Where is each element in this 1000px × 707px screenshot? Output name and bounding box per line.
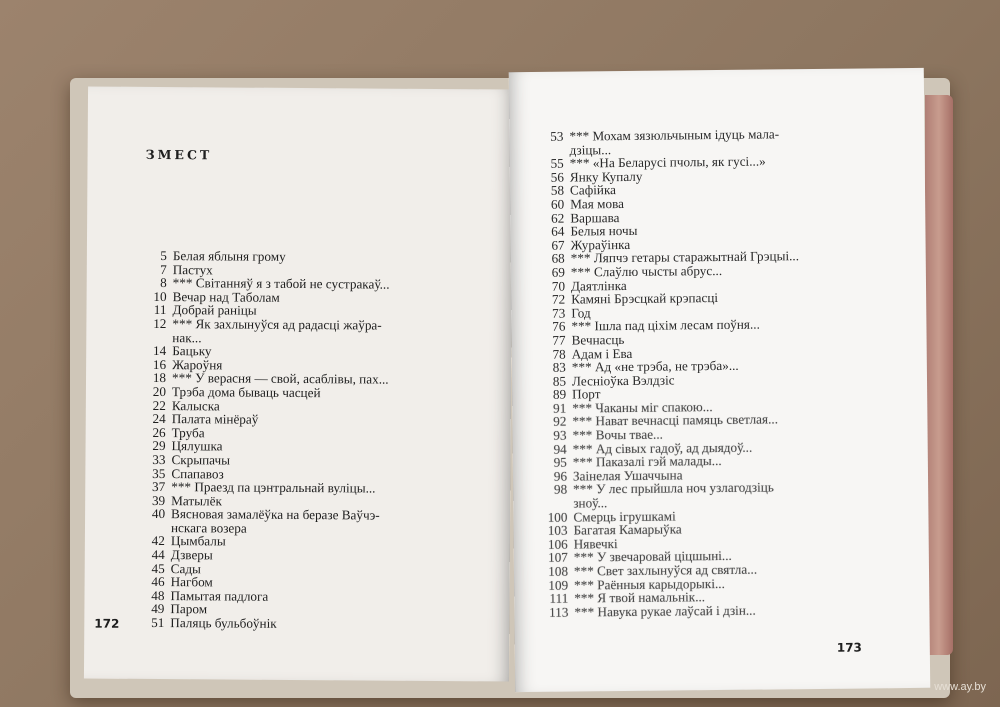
toc-entry-page: 24 bbox=[152, 411, 166, 427]
toc-list-right bbox=[531, 126, 906, 619]
toc-entry-page: 96 bbox=[553, 468, 568, 484]
toc-entry-page: 113 bbox=[549, 604, 569, 620]
toc-entry-title: *** Праезд па цэнтральнай вуліцы... bbox=[171, 479, 376, 496]
toc-entry-page: 103 bbox=[547, 522, 568, 539]
toc-entry-title: Сады bbox=[170, 560, 201, 576]
toc-entry-title: Лесніоўка Вэлдзіс bbox=[571, 372, 675, 389]
toc-entry-page: 98 bbox=[553, 482, 568, 498]
toc-entry-title: *** Я твой намальнік... bbox=[574, 589, 706, 606]
toc-entry-title: *** Ад сівых гадоў, ад дыядоў... bbox=[572, 439, 753, 457]
toc-entry-page: 55 bbox=[550, 155, 564, 171]
toc-entry bbox=[132, 616, 472, 632]
toc-entry-page: 16 bbox=[152, 356, 167, 372]
toc-entry-title: Жураўінка bbox=[570, 236, 631, 253]
toc-entry-page: 37 bbox=[152, 479, 166, 495]
toc-entry-page: 48 bbox=[151, 587, 165, 603]
toc-entry-page: 22 bbox=[152, 397, 166, 413]
toc-entry-title: Цымбалы bbox=[170, 533, 226, 549]
toc-entry-page: 93 bbox=[553, 427, 567, 443]
toc-entry-page: 108 bbox=[548, 563, 569, 579]
toc-entry-title: Цялушка bbox=[171, 438, 223, 454]
toc-entry-page: 29 bbox=[152, 438, 166, 454]
toc-entry-title: нскага возера bbox=[170, 519, 247, 536]
toc-entry-title: Порт bbox=[572, 386, 601, 402]
toc-entry-page: 10 bbox=[153, 288, 167, 304]
toc-entry-page: 73 bbox=[552, 305, 566, 321]
toc-entry-title: *** У верасня — свой, асаблівы, пах... bbox=[171, 370, 389, 387]
page-number-right: 173 bbox=[836, 640, 862, 655]
toc-entry-page: 68 bbox=[551, 250, 565, 267]
toc-entry-page: 111 bbox=[549, 590, 569, 606]
toc-entry-page: 109 bbox=[548, 577, 569, 593]
toc-entry-page: 69 bbox=[551, 264, 565, 280]
toc-entry-page: 78 bbox=[552, 346, 566, 362]
toc-entry-page: 91 bbox=[553, 400, 567, 416]
toc-entry-title: *** Ад «не трэба, не трэба»... bbox=[571, 357, 739, 375]
toc-entry-title: Варшава bbox=[570, 209, 620, 226]
toc-entry-page: 20 bbox=[152, 383, 166, 400]
toc-entry-title: Пастух bbox=[172, 261, 213, 277]
toc-entry-title: Скрыпачы bbox=[171, 452, 231, 468]
toc-entry-title: *** Слаўлю чысты абрус... bbox=[570, 262, 723, 280]
toc-entry-title: *** У звечаровай ціцшыні... bbox=[573, 548, 732, 565]
toc-entry-title: Калыска bbox=[171, 397, 220, 413]
toc-entry-page: 64 bbox=[551, 223, 565, 239]
toc-entry-page: 7 bbox=[160, 261, 167, 277]
toc-entry-page: 46 bbox=[151, 574, 165, 590]
toc-entry-title: *** Чаканы міг спакою... bbox=[572, 398, 713, 416]
toc-entry-title: *** Нават вечнасці памяць светлая... bbox=[572, 411, 779, 430]
toc-entry-page: 95 bbox=[553, 454, 567, 470]
toc-entry-page: 5 bbox=[160, 248, 167, 264]
toc-entry-title: Белая яблыня грому bbox=[172, 248, 286, 264]
toc-entry bbox=[536, 602, 906, 619]
page-number-left: 172 bbox=[94, 616, 120, 631]
toc-entry-page: 89 bbox=[552, 386, 567, 403]
toc-entry-title: Камяні Брэсцкай крэпасці bbox=[571, 290, 719, 307]
toc-entry-page: 11 bbox=[153, 302, 167, 318]
toc-entry-page: 33 bbox=[152, 451, 166, 467]
watermark: www.ay.by bbox=[934, 681, 986, 693]
toc-entry-title: Паляць бульбоўнік bbox=[170, 615, 277, 631]
toc-entry-title: Мая мова bbox=[570, 195, 625, 212]
toc-entry-page: 107 bbox=[547, 550, 568, 566]
toc-entry-title: Вясновая замалёўка на беразе Ваўчэ- bbox=[171, 506, 380, 523]
toc-entry-page: 45 bbox=[151, 560, 165, 576]
toc-heading: ЗМЕСТ bbox=[145, 146, 213, 163]
toc-entry-title: Год bbox=[571, 305, 591, 321]
toc-entry-page: 44 bbox=[151, 547, 165, 563]
toc-entry-title: Нагбом bbox=[170, 574, 213, 590]
toc-entry-page: 92 bbox=[553, 414, 567, 430]
toc-entry-title: Адам і Ева bbox=[571, 345, 633, 362]
toc-entry-page: 106 bbox=[547, 536, 568, 552]
toc-entry-title: *** Навука рукае лаўсай і дзін... bbox=[574, 602, 756, 620]
toc-entry-page: 58 bbox=[550, 182, 565, 199]
toc-entry-title: Паром bbox=[170, 601, 208, 617]
right-page bbox=[509, 68, 930, 692]
toc-entry-title: зноў... bbox=[573, 495, 608, 511]
toc-entry-page: 39 bbox=[151, 492, 166, 508]
toc-entry-title: нак... bbox=[172, 329, 202, 345]
toc-entry-title: дзіцы... bbox=[569, 141, 612, 158]
toc-entry-title: Труба bbox=[171, 424, 205, 441]
toc-entry-title: Багатая Камарыўка bbox=[573, 521, 682, 538]
toc-list-left bbox=[132, 249, 475, 632]
toc-entry-title: Сафійка bbox=[569, 182, 617, 198]
toc-entry-title: *** Свет захлынуўся ад святла... bbox=[573, 561, 758, 579]
toc-entry-title: Вечнасць bbox=[571, 331, 625, 348]
toc-entry-title: *** У лес прыйшла ноч узлагодзіць bbox=[573, 479, 774, 497]
toc-entry-page: 40 bbox=[151, 506, 166, 522]
toc-entry-title: *** Раённыя карыдорыкі... bbox=[574, 575, 725, 593]
toc-entry-title: Палата мінёраў bbox=[171, 411, 259, 427]
toc-entry-title: Смерць ігрушкамі bbox=[573, 508, 676, 525]
toc-entry-page: 83 bbox=[552, 359, 566, 375]
toc-entry-page: 67 bbox=[551, 237, 565, 253]
toc-entry-page: 77 bbox=[552, 332, 566, 348]
toc-entry-page: 70 bbox=[551, 278, 566, 294]
toc-entry-title: Заінелая Ушаччына bbox=[572, 467, 683, 484]
toc-entry-title: Спапавоз bbox=[171, 465, 224, 481]
toc-entry-title: Жароўня bbox=[172, 356, 223, 373]
toc-entry-title: *** Паказалі гэй малады... bbox=[572, 453, 722, 470]
toc-entry-page: 26 bbox=[152, 424, 166, 440]
toc-entry-title: *** Мохам зязюльчыным ідуць мала- bbox=[569, 126, 780, 144]
toc-entry-page: 62 bbox=[551, 210, 565, 226]
toc-entry-title: Даятлінка bbox=[570, 277, 627, 294]
toc-entry-title: *** Світанняў я з табой не сустракаў... bbox=[172, 275, 390, 292]
toc-entry-page: 49 bbox=[151, 601, 165, 617]
toc-entry-page: 53 bbox=[550, 128, 564, 144]
toc-entry-page: 42 bbox=[151, 533, 165, 549]
toc-entry-title: *** Ішла пад ціхім лесам поўня... bbox=[571, 316, 760, 334]
toc-entry-page: 85 bbox=[552, 373, 567, 389]
toc-entry-title: *** Вочы твае... bbox=[572, 426, 663, 443]
left-page bbox=[84, 87, 513, 682]
toc-entry-page: 18 bbox=[152, 370, 167, 386]
toc-entry-title: Янку Купалу bbox=[569, 168, 643, 185]
toc-entry-page: 60 bbox=[550, 196, 565, 212]
toc-entry-title: *** Як захлынуўся ад радасці жаўра- bbox=[172, 316, 382, 333]
book-cover-edge bbox=[925, 95, 953, 655]
toc-entry-title: Дзверы bbox=[170, 547, 213, 563]
toc-entry-page: 72 bbox=[551, 291, 566, 307]
toc-entry-page: 51 bbox=[151, 615, 165, 631]
toc-entry-page: 8 bbox=[160, 275, 167, 291]
toc-entry-page: 56 bbox=[550, 169, 564, 185]
toc-entry-page: 14 bbox=[152, 343, 167, 359]
toc-entry-page: 12 bbox=[153, 315, 167, 332]
toc-entry-title: *** Ляпчэ гетары старажытнай Грэцыі... bbox=[570, 248, 800, 266]
toc-entry-title: Белыя ночы bbox=[570, 223, 638, 239]
toc-entry-page: 100 bbox=[547, 509, 568, 525]
toc-entry-title: Памытая падлога bbox=[170, 587, 269, 604]
toc-entry-title: *** «На Беларусі пчолы, як гусі...» bbox=[569, 153, 766, 171]
toc-entry-title: Нявечкі bbox=[573, 535, 618, 552]
toc-entry-title: Бацьку bbox=[172, 343, 212, 359]
toc-entry-page: 76 bbox=[552, 318, 566, 335]
toc-entry-title: Добрай раніцы bbox=[172, 302, 257, 319]
toc-entry-title: Трэба дома бываць часцей bbox=[171, 384, 321, 401]
toc-entry-page: 94 bbox=[553, 441, 567, 457]
toc-entry-page: 35 bbox=[152, 465, 166, 481]
toc-entry-title: Матылёк bbox=[171, 492, 222, 509]
toc-entry-title: Вечар над Таболам bbox=[172, 288, 280, 305]
